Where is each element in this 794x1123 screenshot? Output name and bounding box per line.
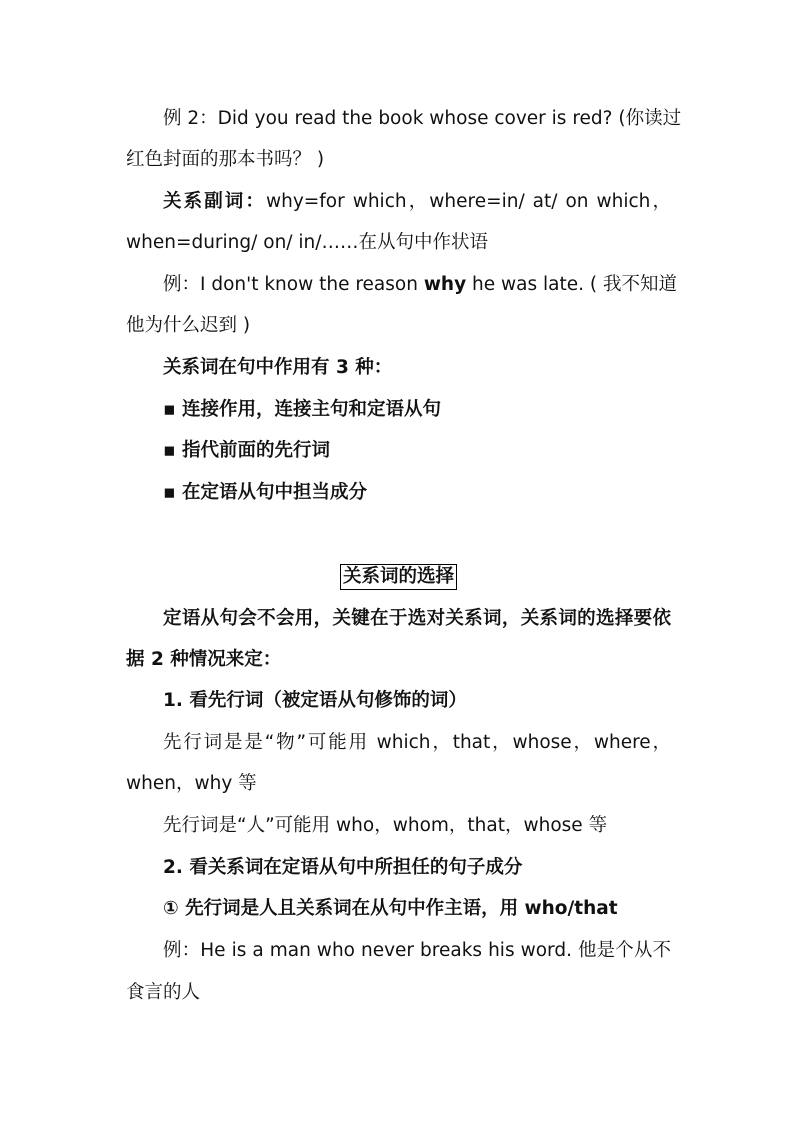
rule-2-sub-1: ① 先行词是人且关系词在从句中作主语，用 who/that [163, 898, 618, 919]
selection-intro-line-2: 据 2 种情况来定： [126, 649, 282, 670]
example-why-line-1 [163, 272, 677, 298]
function-bullet-1: ▪ 连接作用，连接主句和定语从句 [163, 399, 441, 420]
rule-2-example-line-1: 例：He is a man who never breaks his word. 他是个从不 [163, 940, 671, 961]
selection-intro-line-1: 定语从句会不会用，关键在于选对关系词，关系词的选择要依 [163, 608, 671, 629]
example-2-line-2: 红色封面的那本书吗？ ) [126, 149, 325, 170]
relative-adverb-line-2: when=during/ on/ in/……在从句中作状语 [126, 232, 489, 253]
rule-1-heading: 1. 看先行词（被定语从句修饰的词） [163, 690, 467, 711]
relative-word-functions-heading: 关系词在句中作用有 3 种： [163, 357, 393, 378]
example-why-text-a: 例：I don't know the reason [163, 274, 424, 295]
example-why-text-b: he was late. ( 我不知道 [466, 274, 677, 295]
relative-adverb-label: 关系副词： [163, 191, 266, 212]
example-2-line-1: 例 2：Did you read the book whose cover is red? (你读过 [163, 108, 682, 129]
rule-1-thing-line-1: 先行词是是“物”可能用 which，that，whose，where， [163, 732, 671, 753]
relative-adverb-definition: why=for which，where=in/ at/ on which， [265, 191, 671, 212]
rule-1-thing-line-2: when，why 等 [126, 773, 257, 794]
section-heading-wrapper [126, 564, 671, 590]
example-why-keyword: why [423, 274, 467, 295]
section-heading: 关系词的选择 [340, 564, 457, 590]
function-bullet-2: ▪ 指代前面的先行词 [163, 440, 330, 461]
rule-1-person-line: 先行词是“人”可能用 who，whom，that，whose 等 [163, 815, 608, 836]
rule-2-heading: 2. 看关系词在定语从句中所担任的句子成分 [163, 857, 523, 878]
function-bullet-3: ▪ 在定语从句中担当成分 [163, 482, 367, 503]
example-why-line-2: 他为什么迟到 ) [126, 315, 251, 336]
relative-adverb-line-1 [163, 189, 671, 215]
rule-2-example-line-2: 食言的人 [126, 982, 201, 1003]
